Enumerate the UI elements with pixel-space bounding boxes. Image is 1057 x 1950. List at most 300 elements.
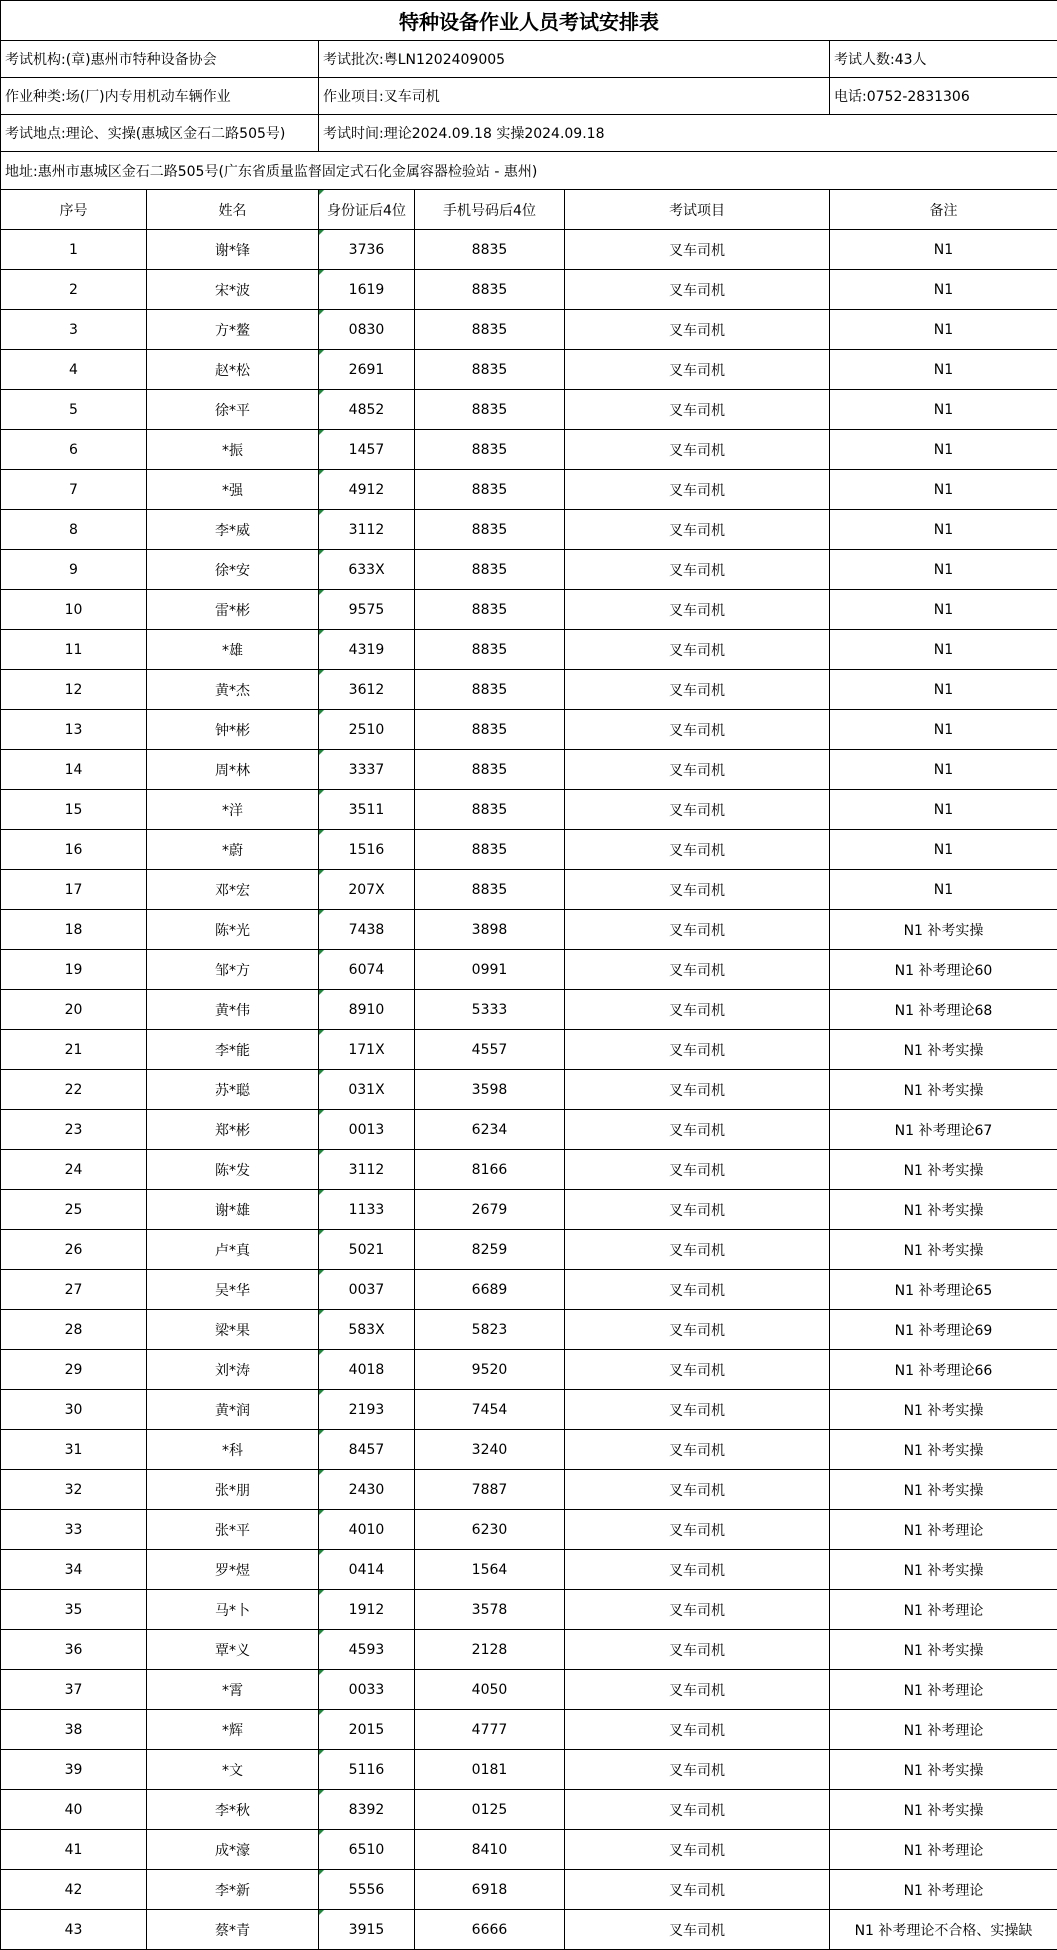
table-row [1,350,1057,390]
row-phone-last4: 3578 [415,1590,565,1630]
row-remark: N1 [830,350,1057,390]
table-row [1,790,1057,830]
row-remark: N1 补考理论69 [830,1310,1057,1350]
row-id-last4: 0830 [319,310,415,350]
row-id-last4: 3915 [319,1910,415,1950]
row-index: 31 [1,1430,147,1470]
row-remark: N1 补考理论 [830,1710,1057,1750]
row-name: *辉 [147,1710,319,1750]
row-phone-last4: 3598 [415,1070,565,1110]
row-phone-last4: 3898 [415,910,565,950]
row-remark: N1 补考理论不合格、实操缺 [830,1910,1057,1950]
row-exam-item: 叉车司机 [565,630,830,670]
row-name: *霄 [147,1670,319,1710]
row-name: 黄*润 [147,1390,319,1430]
header-id-last4: 身份证后4位 [319,190,415,230]
row-index: 38 [1,1710,147,1750]
row-remark: N1 [830,750,1057,790]
table-row [1,430,1057,470]
row-remark: N1 补考理论60 [830,950,1057,990]
row-exam-item: 叉车司机 [565,1830,830,1870]
row-remark: N1 [830,630,1057,670]
row-name: 卢*真 [147,1230,319,1270]
table-row [1,1510,1057,1550]
row-remark: N1 补考理论 [830,1510,1057,1550]
row-id-last4: 1516 [319,830,415,870]
row-remark: N1 补考实操 [830,1470,1057,1510]
table-row [1,1630,1057,1670]
row-remark: N1 [830,790,1057,830]
row-phone-last4: 8835 [415,430,565,470]
row-name: 谢*锋 [147,230,319,270]
row-name: 徐*平 [147,390,319,430]
row-id-last4: 4912 [319,470,415,510]
row-exam-item: 叉车司机 [565,470,830,510]
row-phone-last4: 8835 [415,750,565,790]
row-name: 张*朋 [147,1470,319,1510]
row-phone-last4: 8835 [415,550,565,590]
row-index: 18 [1,910,147,950]
table-row [1,550,1057,590]
table-row [1,590,1057,630]
row-phone-last4: 8835 [415,390,565,430]
row-index: 6 [1,430,147,470]
row-name: 黄*杰 [147,670,319,710]
row-exam-item: 叉车司机 [565,790,830,830]
header-remark: 备注 [830,190,1057,230]
row-index: 20 [1,990,147,1030]
row-name: 苏*聪 [147,1070,319,1110]
row-remark: N1 补考理论66 [830,1350,1057,1390]
work-item: 作业项目:叉车司机 [319,78,830,115]
row-remark: N1 补考实操 [830,1790,1057,1830]
row-name: 周*林 [147,750,319,790]
row-remark: N1 补考实操 [830,1550,1057,1590]
row-index: 16 [1,830,147,870]
row-id-last4: 0414 [319,1550,415,1590]
row-remark: N1 补考理论 [830,1670,1057,1710]
row-exam-item: 叉车司机 [565,1470,830,1510]
table-row [1,670,1057,710]
row-remark: N1 补考实操 [830,1430,1057,1470]
row-name: 李*能 [147,1030,319,1070]
row-exam-item: 叉车司机 [565,1190,830,1230]
row-phone-last4: 0181 [415,1750,565,1790]
row-phone-last4: 6689 [415,1270,565,1310]
row-phone-last4: 8835 [415,870,565,910]
row-id-last4: 2015 [319,1710,415,1750]
row-exam-item: 叉车司机 [565,350,830,390]
row-name: *强 [147,470,319,510]
row-exam-item: 叉车司机 [565,1590,830,1630]
table-row [1,1030,1057,1070]
row-id-last4: 6074 [319,950,415,990]
row-index: 41 [1,1830,147,1870]
row-id-last4: 633X [319,550,415,590]
row-name: 覃*义 [147,1630,319,1670]
row-phone-last4: 6666 [415,1910,565,1950]
row-index: 33 [1,1510,147,1550]
row-remark: N1 [830,670,1057,710]
row-index: 14 [1,750,147,790]
row-phone-last4: 8835 [415,510,565,550]
row-phone-last4: 7454 [415,1390,565,1430]
row-phone-last4: 8835 [415,310,565,350]
row-index: 43 [1,1910,147,1950]
row-exam-item: 叉车司机 [565,1390,830,1430]
row-id-last4: 0013 [319,1110,415,1150]
row-remark: N1 [830,270,1057,310]
table-header-row [1,190,1057,230]
row-id-last4: 207X [319,870,415,910]
row-phone-last4: 2128 [415,1630,565,1670]
row-exam-item: 叉车司机 [565,1430,830,1470]
row-id-last4: 5556 [319,1870,415,1910]
row-index: 27 [1,1270,147,1310]
exam-time: 考试时间:理论2024.09.18 实操2024.09.18 [319,115,1057,152]
row-phone-last4: 8835 [415,630,565,670]
row-id-last4: 031X [319,1070,415,1110]
row-index: 5 [1,390,147,430]
table-row [1,710,1057,750]
row-phone-last4: 8410 [415,1830,565,1870]
row-remark: N1 补考理论68 [830,990,1057,1030]
page-title: 特种设备作业人员考试安排表 [1,1,1057,41]
row-exam-item: 叉车司机 [565,1350,830,1390]
table-row [1,1190,1057,1230]
row-exam-item: 叉车司机 [565,1670,830,1710]
row-index: 29 [1,1350,147,1390]
contact-phone: 电话:0752-2831306 [830,78,1057,115]
row-index: 8 [1,510,147,550]
row-index: 36 [1,1630,147,1670]
row-phone-last4: 3240 [415,1430,565,1470]
row-index: 22 [1,1070,147,1110]
row-name: *文 [147,1750,319,1790]
row-phone-last4: 5333 [415,990,565,1030]
row-index: 25 [1,1190,147,1230]
row-remark: N1 [830,830,1057,870]
table-row [1,230,1057,270]
row-index: 28 [1,1310,147,1350]
header-name: 姓名 [147,190,319,230]
table-row [1,1430,1057,1470]
row-index: 21 [1,1030,147,1070]
table-row [1,830,1057,870]
row-exam-item: 叉车司机 [565,1270,830,1310]
row-remark: N1 补考理论67 [830,1110,1057,1150]
row-exam-item: 叉车司机 [565,830,830,870]
row-name: 邹*方 [147,950,319,990]
row-id-last4: 3337 [319,750,415,790]
table-row [1,950,1057,990]
row-remark: N1 补考实操 [830,1030,1057,1070]
exam-batch: 考试批次:粤LN1202409005 [319,41,830,78]
row-exam-item: 叉车司机 [565,1750,830,1790]
row-index: 17 [1,870,147,910]
row-exam-item: 叉车司机 [565,590,830,630]
row-index: 10 [1,590,147,630]
row-name: 陈*光 [147,910,319,950]
row-phone-last4: 6234 [415,1110,565,1150]
row-exam-item: 叉车司机 [565,310,830,350]
row-phone-last4: 6230 [415,1510,565,1550]
row-phone-last4: 0125 [415,1790,565,1830]
row-phone-last4: 1564 [415,1550,565,1590]
row-index: 15 [1,790,147,830]
row-name: 邓*宏 [147,870,319,910]
row-name: *蔚 [147,830,319,870]
row-exam-item: 叉车司机 [565,1870,830,1910]
row-index: 23 [1,1110,147,1150]
row-name: 刘*涛 [147,1350,319,1390]
row-name: *科 [147,1430,319,1470]
table-row [1,1590,1057,1630]
row-id-last4: 4852 [319,390,415,430]
row-index: 32 [1,1470,147,1510]
row-id-last4: 3112 [319,1150,415,1190]
table-row [1,1070,1057,1110]
row-name: 吴*华 [147,1270,319,1310]
row-exam-item: 叉车司机 [565,910,830,950]
row-exam-item: 叉车司机 [565,750,830,790]
row-id-last4: 4319 [319,630,415,670]
row-name: 李*威 [147,510,319,550]
row-phone-last4: 4557 [415,1030,565,1070]
row-name: 宋*波 [147,270,319,310]
row-name: 徐*安 [147,550,319,590]
table-row [1,1350,1057,1390]
row-exam-item: 叉车司机 [565,430,830,470]
table-row [1,1910,1057,1950]
row-name: 蔡*青 [147,1910,319,1950]
table-row [1,1670,1057,1710]
row-id-last4: 5021 [319,1230,415,1270]
row-remark: N1 补考理论 [830,1870,1057,1910]
row-id-last4: 8392 [319,1790,415,1830]
row-id-last4: 1457 [319,430,415,470]
row-remark: N1 补考理论 [830,1830,1057,1870]
header-phone-last4: 手机号码后4位 [415,190,565,230]
table-row [1,990,1057,1030]
table-row [1,1470,1057,1510]
row-id-last4: 1133 [319,1190,415,1230]
table-row [1,510,1057,550]
row-phone-last4: 4777 [415,1710,565,1750]
row-remark: N1 补考实操 [830,1630,1057,1670]
row-id-last4: 7438 [319,910,415,950]
row-name: 钟*彬 [147,710,319,750]
row-phone-last4: 8835 [415,230,565,270]
row-id-last4: 0037 [319,1270,415,1310]
table-row [1,1150,1057,1190]
row-index: 1 [1,230,147,270]
header-exam-item: 考试项目 [565,190,830,230]
row-exam-item: 叉车司机 [565,1710,830,1750]
table-row [1,1110,1057,1150]
row-index: 4 [1,350,147,390]
row-id-last4: 4018 [319,1350,415,1390]
row-index: 26 [1,1230,147,1270]
row-remark: N1 [830,470,1057,510]
row-remark: N1 补考实操 [830,1150,1057,1190]
row-id-last4: 1912 [319,1590,415,1630]
table-row [1,470,1057,510]
row-name: 黄*伟 [147,990,319,1030]
row-name: 张*平 [147,1510,319,1550]
row-name: 谢*雄 [147,1190,319,1230]
table-row [1,1870,1057,1910]
row-exam-item: 叉车司机 [565,270,830,310]
row-name: 赵*松 [147,350,319,390]
row-remark: N1 补考实操 [830,910,1057,950]
row-remark: N1 补考实操 [830,1390,1057,1430]
row-phone-last4: 8835 [415,710,565,750]
row-exam-item: 叉车司机 [565,710,830,750]
row-index: 40 [1,1790,147,1830]
row-exam-item: 叉车司机 [565,1070,830,1110]
row-remark: N1 补考理论65 [830,1270,1057,1310]
row-name: 方*鳌 [147,310,319,350]
row-remark: N1 [830,870,1057,910]
row-id-last4: 2510 [319,710,415,750]
row-remark: N1 [830,390,1057,430]
row-exam-item: 叉车司机 [565,390,830,430]
row-index: 7 [1,470,147,510]
row-exam-item: 叉车司机 [565,1110,830,1150]
row-name: *洋 [147,790,319,830]
row-phone-last4: 4050 [415,1670,565,1710]
row-index: 24 [1,1150,147,1190]
row-phone-last4: 8835 [415,590,565,630]
row-phone-last4: 8835 [415,350,565,390]
row-name: 罗*煜 [147,1550,319,1590]
row-index: 2 [1,270,147,310]
row-id-last4: 3511 [319,790,415,830]
row-remark: N1 补考实操 [830,1230,1057,1270]
row-remark: N1 [830,430,1057,470]
row-phone-last4: 8835 [415,470,565,510]
row-index: 42 [1,1870,147,1910]
row-exam-item: 叉车司机 [565,550,830,590]
row-phone-last4: 8259 [415,1230,565,1270]
table-row [1,310,1057,350]
row-phone-last4: 8835 [415,790,565,830]
row-name: 李*新 [147,1870,319,1910]
row-remark: N1 [830,310,1057,350]
row-id-last4: 1619 [319,270,415,310]
table-row [1,910,1057,950]
row-exam-item: 叉车司机 [565,1630,830,1670]
table-row [1,270,1057,310]
row-id-last4: 3736 [319,230,415,270]
row-id-last4: 8457 [319,1430,415,1470]
row-exam-item: 叉车司机 [565,1550,830,1590]
row-phone-last4: 2679 [415,1190,565,1230]
table-row [1,1230,1057,1270]
row-exam-item: 叉车司机 [565,1150,830,1190]
table-row [1,390,1057,430]
exam-location: 考试地点:理论、实操(惠城区金石二路505号) [1,115,319,152]
row-phone-last4: 8835 [415,830,565,870]
row-phone-last4: 0991 [415,950,565,990]
row-name: *雄 [147,630,319,670]
exam-address: 地址:惠州市惠城区金石二路505号(广东省质量监督固定式石化金属容器检验站 - 惠州) [1,152,1057,190]
row-exam-item: 叉车司机 [565,870,830,910]
header-index: 序号 [1,190,147,230]
row-index: 3 [1,310,147,350]
table-row [1,1550,1057,1590]
row-name: 雷*彬 [147,590,319,630]
row-id-last4: 2193 [319,1390,415,1430]
row-exam-item: 叉车司机 [565,950,830,990]
row-phone-last4: 8835 [415,270,565,310]
row-index: 13 [1,710,147,750]
row-id-last4: 6510 [319,1830,415,1870]
work-category: 作业种类:场(厂)内专用机动车辆作业 [1,78,319,115]
exam-count: 考试人数:43人 [830,41,1057,78]
row-phone-last4: 8166 [415,1150,565,1190]
row-name: 郑*彬 [147,1110,319,1150]
row-id-last4: 2691 [319,350,415,390]
row-id-last4: 2430 [319,1470,415,1510]
row-name: 马*卜 [147,1590,319,1630]
row-name: 陈*发 [147,1150,319,1190]
row-exam-item: 叉车司机 [565,1910,830,1950]
row-index: 35 [1,1590,147,1630]
table-row [1,1310,1057,1350]
table-row [1,1790,1057,1830]
table-row [1,750,1057,790]
row-remark: N1 [830,590,1057,630]
table-row [1,1750,1057,1790]
row-index: 39 [1,1750,147,1790]
row-phone-last4: 8835 [415,670,565,710]
table-row [1,1390,1057,1430]
row-phone-last4: 6918 [415,1870,565,1910]
row-remark: N1 [830,230,1057,270]
row-name: 李*秋 [147,1790,319,1830]
row-name: 成*濠 [147,1830,319,1870]
row-remark: N1 [830,550,1057,590]
row-name: 梁*果 [147,1310,319,1350]
row-id-last4: 583X [319,1310,415,1350]
exam-org: 考试机构:(章)惠州市特种设备协会 [1,41,319,78]
row-exam-item: 叉车司机 [565,990,830,1030]
row-index: 30 [1,1390,147,1430]
row-id-last4: 5116 [319,1750,415,1790]
row-phone-last4: 5823 [415,1310,565,1350]
row-index: 12 [1,670,147,710]
row-id-last4: 4593 [319,1630,415,1670]
row-id-last4: 171X [319,1030,415,1070]
row-remark: N1 补考实操 [830,1190,1057,1230]
row-remark: N1 [830,510,1057,550]
row-exam-item: 叉车司机 [565,1230,830,1270]
table-row [1,870,1057,910]
table-row [1,630,1057,670]
row-exam-item: 叉车司机 [565,670,830,710]
row-id-last4: 0033 [319,1670,415,1710]
table-row [1,1710,1057,1750]
row-remark: N1 补考实操 [830,1070,1057,1110]
row-id-last4: 4010 [319,1510,415,1550]
row-remark: N1 [830,710,1057,750]
row-phone-last4: 7887 [415,1470,565,1510]
row-phone-last4: 9520 [415,1350,565,1390]
row-exam-item: 叉车司机 [565,230,830,270]
row-name: *振 [147,430,319,470]
